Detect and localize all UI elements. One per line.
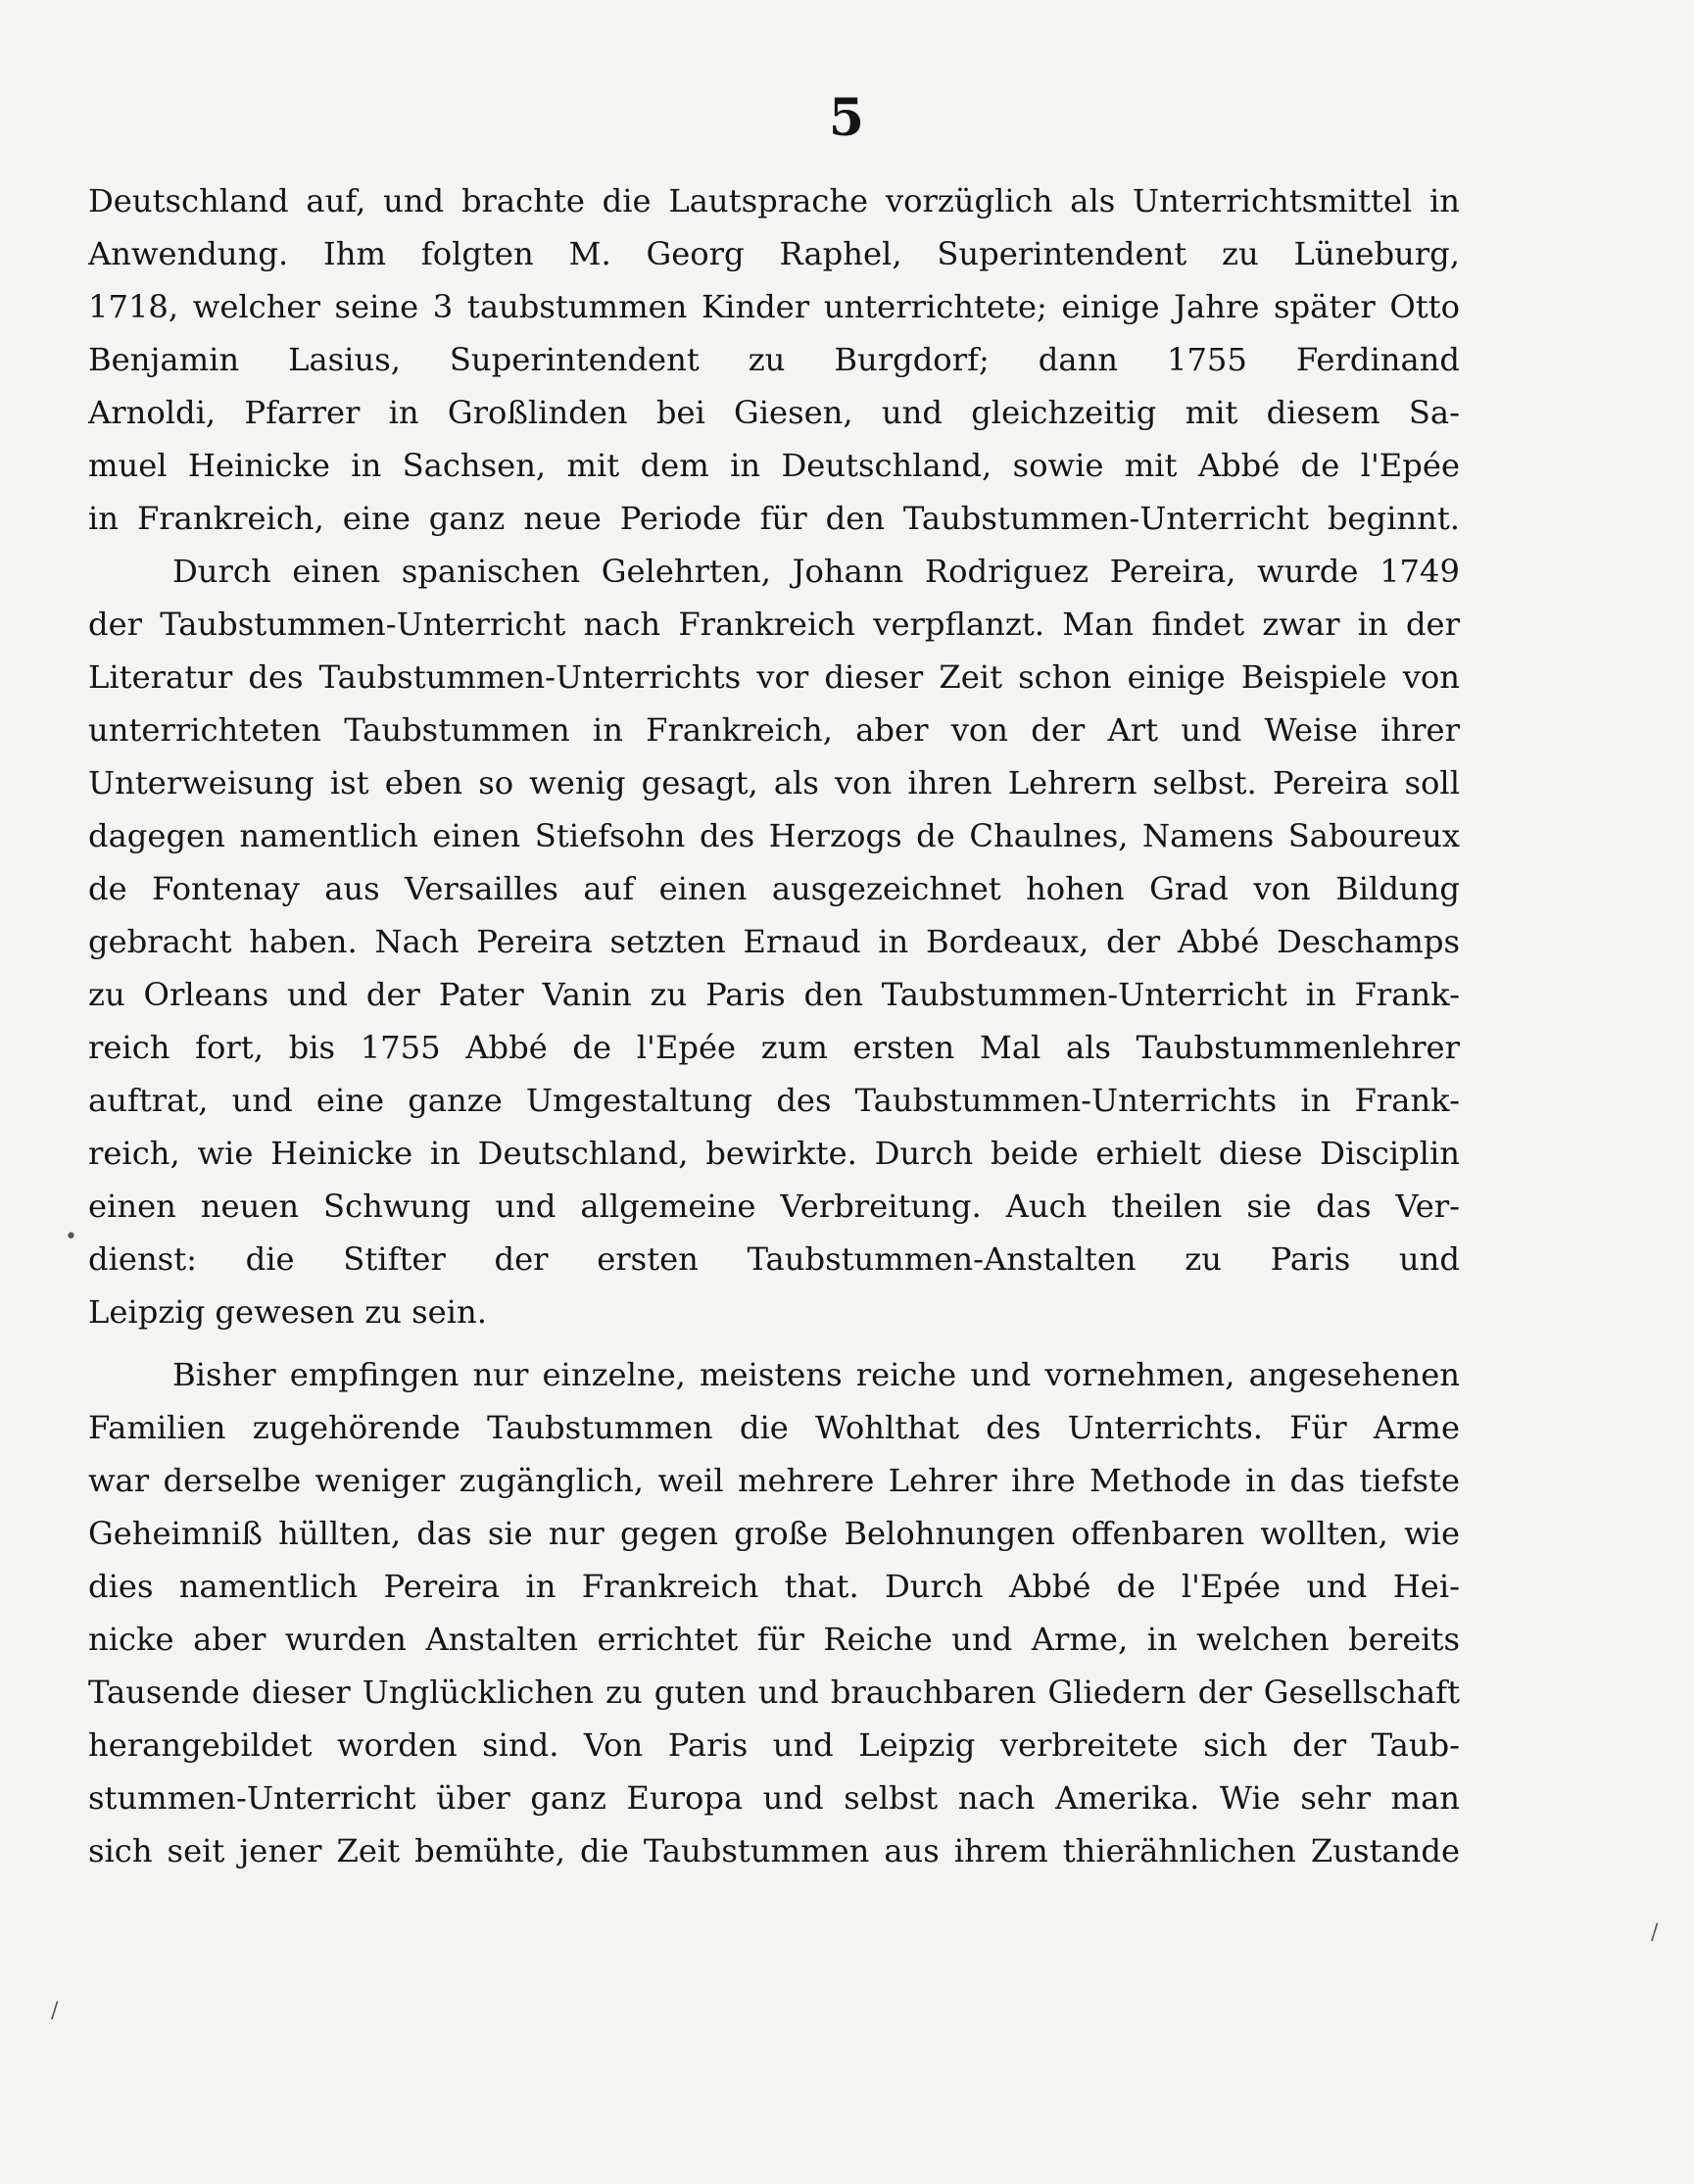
paragraph-1 xyxy=(88,174,1460,545)
text-line: gebracht haben. Nach Pereira setzten Ernaud in Bordeaux, der Abbé Deschamps xyxy=(88,923,1460,960)
text-line: Deutschland auf, und brachte die Lautsprache vorzüglich als Unterrichtsmittel in xyxy=(88,182,1460,219)
text-line: de Fontenay aus Versailles auf einen ausgezeichnet hohen Grad von Bildung xyxy=(88,870,1460,907)
text-line: auftrat, und eine ganze Umgestaltung des Taubstummen-Unterrichts in Frank- xyxy=(88,1082,1460,1119)
text-line: 1718, welcher seine 3 taubstummen Kinder unterrichtete; einige Jahre später Otto xyxy=(88,288,1460,325)
text-line: muel Heinicke in Sachsen, mit dem in Deutschland, sowie mit Abbé de l'Epée xyxy=(88,447,1460,484)
body-text xyxy=(88,174,1460,1877)
text-line: Familien zugehörende Taubstummen die Wohlthat des Unterrichts. Für Arme xyxy=(88,1409,1460,1446)
text-line: Benjamin Lasius, Superintendent zu Burgdorf; dann 1755 Ferdinand xyxy=(88,341,1460,378)
scan-mark: / xyxy=(1651,1920,1659,1945)
text-line: dagegen namentlich einen Stiefsohn des Herzogs de Chaulnes, Namens Saboureux xyxy=(88,817,1460,854)
text-line: Arnoldi, Pfarrer in Großlinden bei Giesen, und gleichzeitig mit diesem Sa- xyxy=(88,394,1460,431)
text-line: Bisher empfingen nur einzelne, meistens reiche und vornehmen, angesehenen xyxy=(172,1356,1460,1393)
paragraph-2 xyxy=(88,545,1460,1338)
text-line: Geheimniß hüllten, das sie nur gegen große Belohnungen offenbaren wollten, wie xyxy=(88,1515,1460,1552)
text-line: reich, wie Heinicke in Deutschland, bewirkte. Durch beide erhielt diese Disciplin xyxy=(88,1135,1460,1172)
text-line: herangebildet worden sind. Von Paris und Leipzig verbreitete sich der Taub- xyxy=(88,1726,1460,1764)
scan-mark: / xyxy=(51,1999,59,2023)
text-line: der Taubstummen-Unterricht nach Frankreich verpflanzt. Man findet zwar in der xyxy=(88,606,1460,643)
scan-mark: • xyxy=(65,1225,77,1249)
text-line: dienst: die Stifter der ersten Taubstummen-Anstalten zu Paris und xyxy=(88,1240,1460,1278)
text-line: dies namentlich Pereira in Frankreich that. Durch Abbé de l'Epée und Hei- xyxy=(88,1568,1460,1605)
text-line: Durch einen spanischen Gelehrten, Johann Rodriguez Pereira, wurde 1749 xyxy=(172,553,1460,590)
text-line: Leipzig gewesen zu sein. xyxy=(88,1293,487,1331)
text-line: zu Orleans und der Pater Vanin zu Paris den Taubstummen-Unterricht in Frank- xyxy=(88,976,1460,1013)
page-number: 5 xyxy=(828,88,866,148)
text-line: einen neuen Schwung und allgemeine Verbreitung. Auch theilen sie das Ver- xyxy=(88,1188,1460,1225)
text-line: war derselbe weniger zugänglich, weil mehrere Lehrer ihre Methode in das tiefste xyxy=(88,1462,1460,1499)
text-line: sich seit jener Zeit bemühte, die Taubstummen aus ihrem thierähnlichen Zustande xyxy=(88,1832,1460,1869)
text-line: unterrichteten Taubstummen in Frankreich, aber von der Art und Weise ihrer xyxy=(88,711,1460,749)
text-line: reich fort, bis 1755 Abbé de l'Epée zum ersten Mal als Taubstummenlehrer xyxy=(88,1029,1460,1066)
text-line: Anwendung. Ihm folgten M. Georg Raphel, Superintendent zu Lüneburg, xyxy=(88,235,1460,272)
text-line: in Frankreich, eine ganz neue Periode für den Taubstummen-Unterricht beginnt. xyxy=(88,500,1460,537)
text-line: Tausende dieser Unglücklichen zu guten und brauchbaren Gliedern der Gesellschaft xyxy=(88,1674,1460,1711)
text-line: Literatur des Taubstummen-Unterrichts vor dieser Zeit schon einige Beispiele von xyxy=(88,658,1460,696)
text-line: nicke aber wurden Anstalten errichtet für Reiche und Arme, in welchen bereits xyxy=(88,1621,1460,1658)
paragraph-3 xyxy=(88,1348,1460,1877)
text-line: stummen-Unterricht über ganz Europa und selbst nach Amerika. Wie sehr man xyxy=(88,1779,1460,1817)
paragraph-gap xyxy=(88,1338,1460,1348)
text-line: Unterweisung ist eben so wenig gesagt, als von ihren Lehrern selbst. Pereira soll xyxy=(88,764,1460,801)
